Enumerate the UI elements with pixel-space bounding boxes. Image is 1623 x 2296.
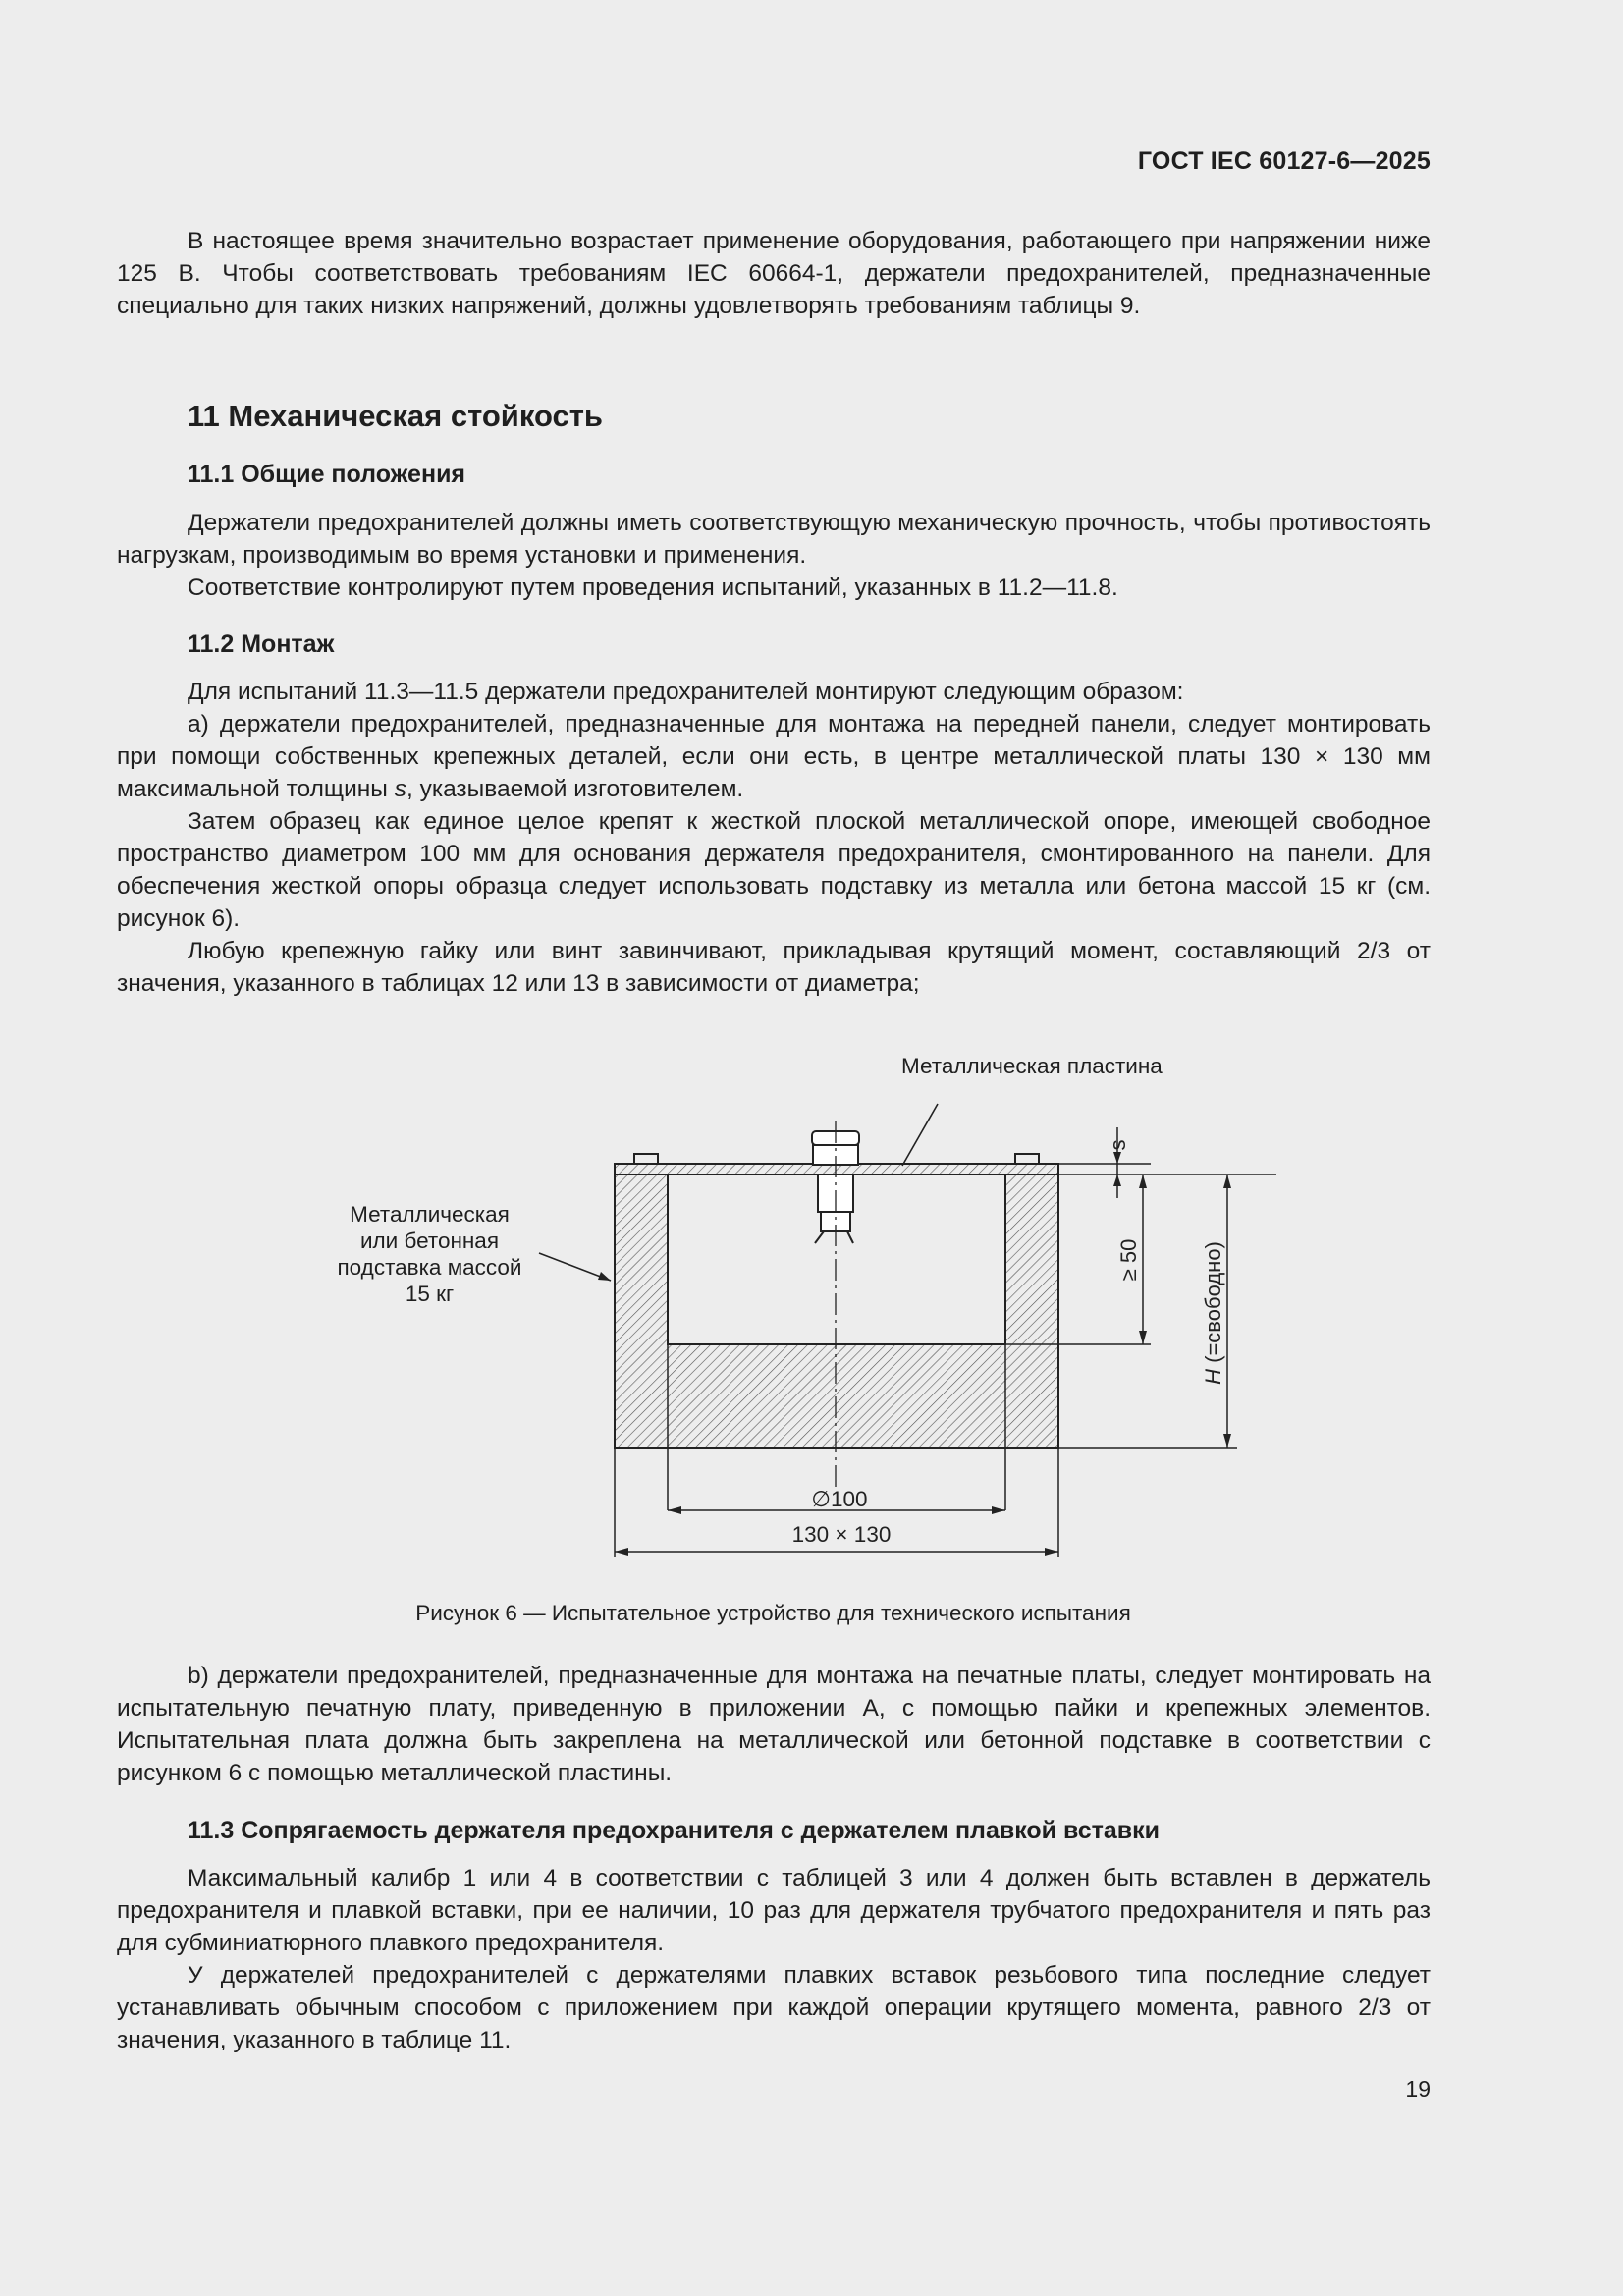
section-11-2-paragraph-4: Любую крепежную гайку или винт завинчивают, прикладывая крутящий момент, составляющий 2/3 от значения, указанного в таблицах 12 или 13 в зависимости от диаметра; bbox=[117, 938, 1431, 997]
dimension-s bbox=[1058, 1127, 1276, 1198]
dimension-h-label bbox=[1201, 1241, 1225, 1385]
dimension-h-symbol: H bbox=[1201, 1368, 1225, 1385]
section-11-2-paragraph-b: b) держатели предохранителей, предназначенные для монтажа на печатные платы, следует монтировать на испытательную печатную плату, приведенную в приложении А, с помощью пайки и крепежных элементов. Испытательная плата должна быть закреплена на металлической или бетонной подставке в соответствии с рисунком 6 с помощью металлической пластины. bbox=[117, 1663, 1431, 1786]
plate-leader bbox=[902, 1104, 938, 1166]
page-number: 19 bbox=[1405, 2076, 1431, 2102]
section-11-3-body bbox=[117, 1862, 1431, 2056]
section-11-2-title: 11.2 Монтаж bbox=[188, 630, 335, 658]
dimension-diameter-label: ∅100 bbox=[811, 1487, 868, 1511]
section-11-3-paragraph-1: Максимальный калибр 1 или 4 в соответствии с таблицей 3 или 4 должен быть вставлен в держатель предохранителя и плавкой вставки, при ее наличии, 10 раз для держателя трубчатого предохранителя и пять раз для субминиатюрного плавкого предохранителя. bbox=[117, 1865, 1431, 1956]
label-metal-plate: Металлическая пластина bbox=[901, 1054, 1163, 1078]
dimension-h-text: (=свободно) bbox=[1201, 1241, 1225, 1369]
label-stand-line-4: 15 кг bbox=[405, 1282, 455, 1306]
intro-paragraph-block bbox=[117, 225, 1431, 322]
paragraph-a-text-end: , указываемой изготовителем. bbox=[406, 776, 744, 802]
section-11-1-body bbox=[117, 507, 1431, 604]
label-stand bbox=[314, 1201, 545, 1307]
section-11-2-paragraph-3: Затем образец как единое целое крепят к жесткой плоской металлической опоре, имеющей свободное пространство диаметром 100 мм для основания держателя предохранителя, смонтированного на панели. Для обеспечения жесткой опоры образца следует использовать подставку из металла или бетона массой 15 кг (см. рисунок 6). bbox=[117, 808, 1431, 932]
section-11-2-paragraph-1: Для испытаний 11.3—11.5 держатели предохранителей монтируют следующим образом: bbox=[188, 679, 1184, 705]
figure-6-caption: Рисунок 6 — Испытательное устройство для технического испытания bbox=[415, 1601, 1131, 1625]
section-11-2-body bbox=[117, 676, 1431, 1000]
section-11-1-title: 11.1 Общие положения bbox=[188, 461, 466, 488]
paragraph-a-text-start: а) держатели предохранителей, предназначенные для монтажа на передней панели, следует монтировать при помощи собственных крепежных деталей, если они есть, в центре металлической платы 130 × 130 мм максимальной толщины bbox=[117, 711, 1431, 802]
document-code-header: ГОСТ IEC 60127-6—2025 bbox=[1137, 147, 1431, 175]
section-11-title: 11 Механическая стойкость bbox=[188, 399, 603, 433]
label-stand-line-2: или бетонная bbox=[359, 1229, 500, 1253]
right-clamp bbox=[1015, 1154, 1039, 1164]
section-11-2-body-continued bbox=[117, 1660, 1431, 1789]
section-11-1-paragraph-1: Держатели предохранителей должны иметь соответствующую механическую прочность, чтобы противостоять нагрузкам, производимым во время установки и применения. bbox=[117, 510, 1431, 569]
dimension-plate-size-label: 130 × 130 bbox=[791, 1522, 892, 1547]
stand-leader-arrow bbox=[598, 1272, 611, 1281]
dimension-s-label: s bbox=[1106, 1139, 1130, 1151]
intro-paragraph: В настоящее время значительно возрастает применение оборудования, работающего при напряжении ниже 125 В. Чтобы соответствовать требованиям IEC 60664-1, держатели предохранителей, предназначенные специально для таких низких напряжений, должны удовлетворять требованиям таблицы 9. bbox=[117, 228, 1431, 319]
section-11-3-paragraph-2: У держателей предохранителей с держателями плавких вставок резьбового типа последние следует устанавливать обычным способом с приложением при каждой операции крутящего момента, равного 2/3 от значения, указанного в таблице 11. bbox=[117, 1962, 1431, 2053]
section-11-3-title: 11.3 Сопрягаемость держателя предохранителя с держателем плавкой вставки bbox=[188, 1817, 1161, 1844]
label-stand-line-3: подставка массой bbox=[337, 1255, 522, 1280]
thickness-symbol: s bbox=[394, 776, 406, 802]
dimension-min-50-label: ≥ 50 bbox=[1116, 1238, 1141, 1282]
figure-6-drawing bbox=[295, 1041, 1276, 1571]
left-clamp bbox=[634, 1154, 658, 1164]
section-11-1-paragraph-2: Соответствие контролируют путем проведения испытаний, указанных в 11.2—11.8. bbox=[188, 574, 1118, 601]
section-11-2-paragraph-a bbox=[117, 708, 1431, 805]
label-stand-line-1: Металлическая bbox=[350, 1202, 510, 1227]
